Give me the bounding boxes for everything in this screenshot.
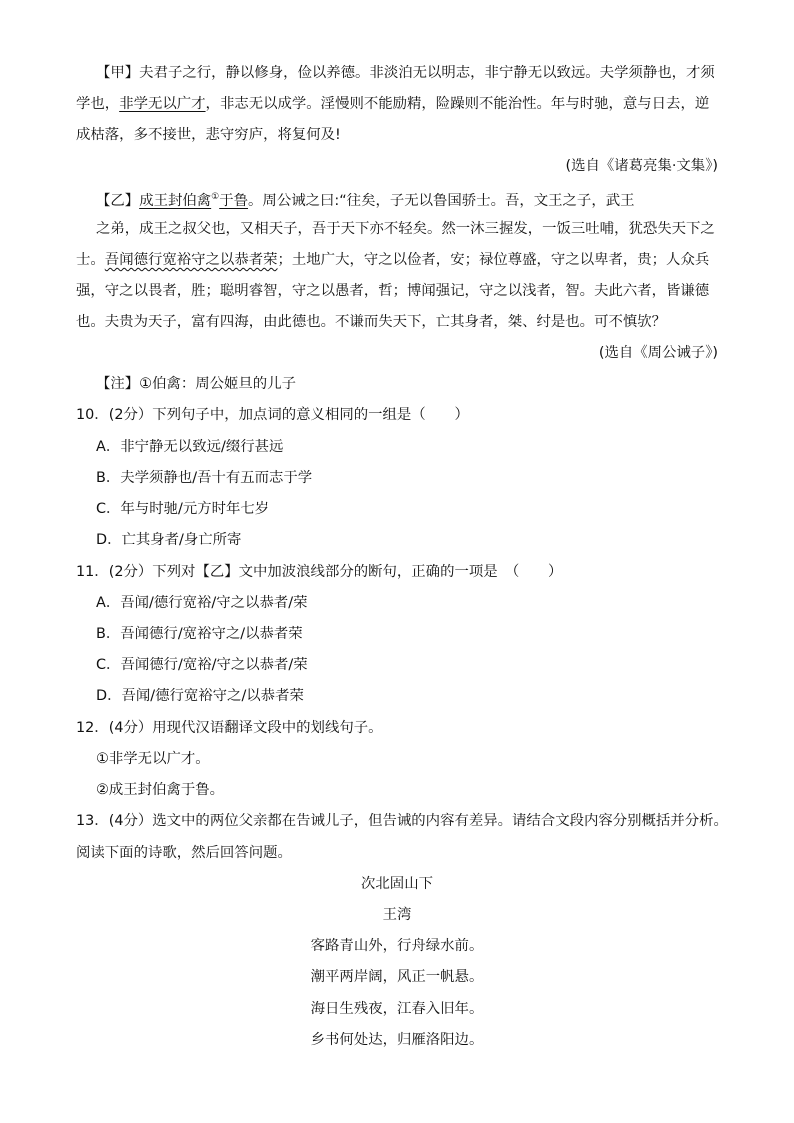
yi-text: 之弟，成王之叔父也，又相天子，吾于天下亦不轻矣。然一沐三握发，一饭三吐哺，犹恐失天下之 [96,221,715,237]
poem-line-1: 客路青山外，行舟绿水前。 [310,938,484,954]
poem-reading-intro: 阅读下面的诗歌，然后回答问题。 [76,845,292,861]
yi-text: 强，守之以畏者，胜；聪明睿智，守之以愚者，哲；博闻强记，守之以浅者，智。夫此六者，皆谦德 [76,283,710,299]
yi-text: 士。 [76,252,105,268]
jia-text: ，非志无以成学。淫慢则不能励精，险躁则不能治性。年与时驰，意与日去，逆 [205,96,710,112]
yi-text: 也。夫贵为天子，富有四海，由此德也。不谦而失天下，亡其身者，桀、纣是也。可不慎欤？ [76,314,667,330]
yi-line-3 [76,250,709,270]
question-11-option-d: D．吾闻/德行宽裕守之/以恭者荣 [96,688,304,704]
jia-source: (选自《诸葛亮集·文集》) [565,158,718,174]
yi-label: 【乙】 [96,192,140,209]
poem-line-4: 乡书何处达，归雁洛阳边。 [310,1032,484,1048]
poem-line-2: 潮平两岸阔，风正一帆悬。 [310,969,484,985]
yi-underlined-sentence: 成王封伯禽 [139,192,212,209]
question-11-stem: 11．(2分）下列对【乙】文中加波浪线部分的断句，正确的一项是 （ ） [76,564,563,580]
question-12-stem: 12．(4分）用现代汉语翻译文段中的划线句子。 [76,720,383,736]
jia-line-1 [96,63,715,83]
question-10-option-d: D．亡其身者/身亡所寄 [96,532,242,548]
yi-line-1 [96,187,635,211]
jia-underlined-sentence: 非学无以广才 [119,96,206,112]
yi-source: (选自《周公诫子》) [598,345,718,361]
question-10-stem: 10．(2分）下列句子中，加点词的意义相同的一组是（ ） [76,407,469,423]
question-13-stem: 13．(4分）选文中的两位父亲都在告诫儿子，但告诫的内容有差异。请结合文段内容分别概括并分析。 [76,813,728,829]
yi-wavy-underlined-sentence: 吾闻德行宽裕守之以恭者荣 [104,252,278,268]
question-10-option-a: A．非宁静无以致远/缀行甚远 [96,439,284,455]
footnote-marker: ① [211,192,220,202]
jia-line-2 [76,94,709,114]
question-10-option-c: C．年与时驰/元方时年七岁 [96,501,270,517]
yi-line-5 [76,312,666,332]
yi-line-2 [96,219,715,239]
question-11-option-a: A．吾闻/德行宽裕/守之以恭者/荣 [96,595,308,611]
question-12-item-1: ①非学无以广才。 [96,751,210,767]
question-11-option-c: C．吾闻德行/宽裕/守之以恭者/荣 [96,657,308,673]
yi-text: ；土地广大，守之以俭者，安；禄位尊盛，守之以卑者，贵；人众兵 [277,252,710,268]
poem-author: 王湾 [382,907,412,923]
yi-line-4 [76,281,709,301]
question-11-option-b: B．吾闻德行/宽裕守之/以恭者荣 [96,626,303,642]
question-10-option-b: B．夫学须静也/吾十有五而志于学 [96,470,313,486]
jia-text: 成枯落，多不接世，悲守穷庐，将复何及! [76,127,341,143]
question-12-item-2: ②成王封伯禽于鲁。 [96,782,225,798]
poem-line-3: 海日生残夜，江春入旧年。 [310,1001,484,1017]
poem-title: 次北固山下 [361,876,433,892]
yi-underlined-sentence-end: 于鲁 [219,192,249,209]
jia-text: 【甲】夫君子之行，静以修身，俭以养德。非淡泊无以明志，非宁静无以致远。夫学须静也，才须 [96,65,715,81]
annotation-note: 【注】①伯禽：周公姬旦的儿子 [96,376,296,392]
yi-text: 。周公诫之曰:“往矣，子无以鲁国骄士。吾，文王之子，武王 [248,192,635,209]
jia-text: 学也， [76,96,120,112]
jia-line-3 [76,125,341,145]
